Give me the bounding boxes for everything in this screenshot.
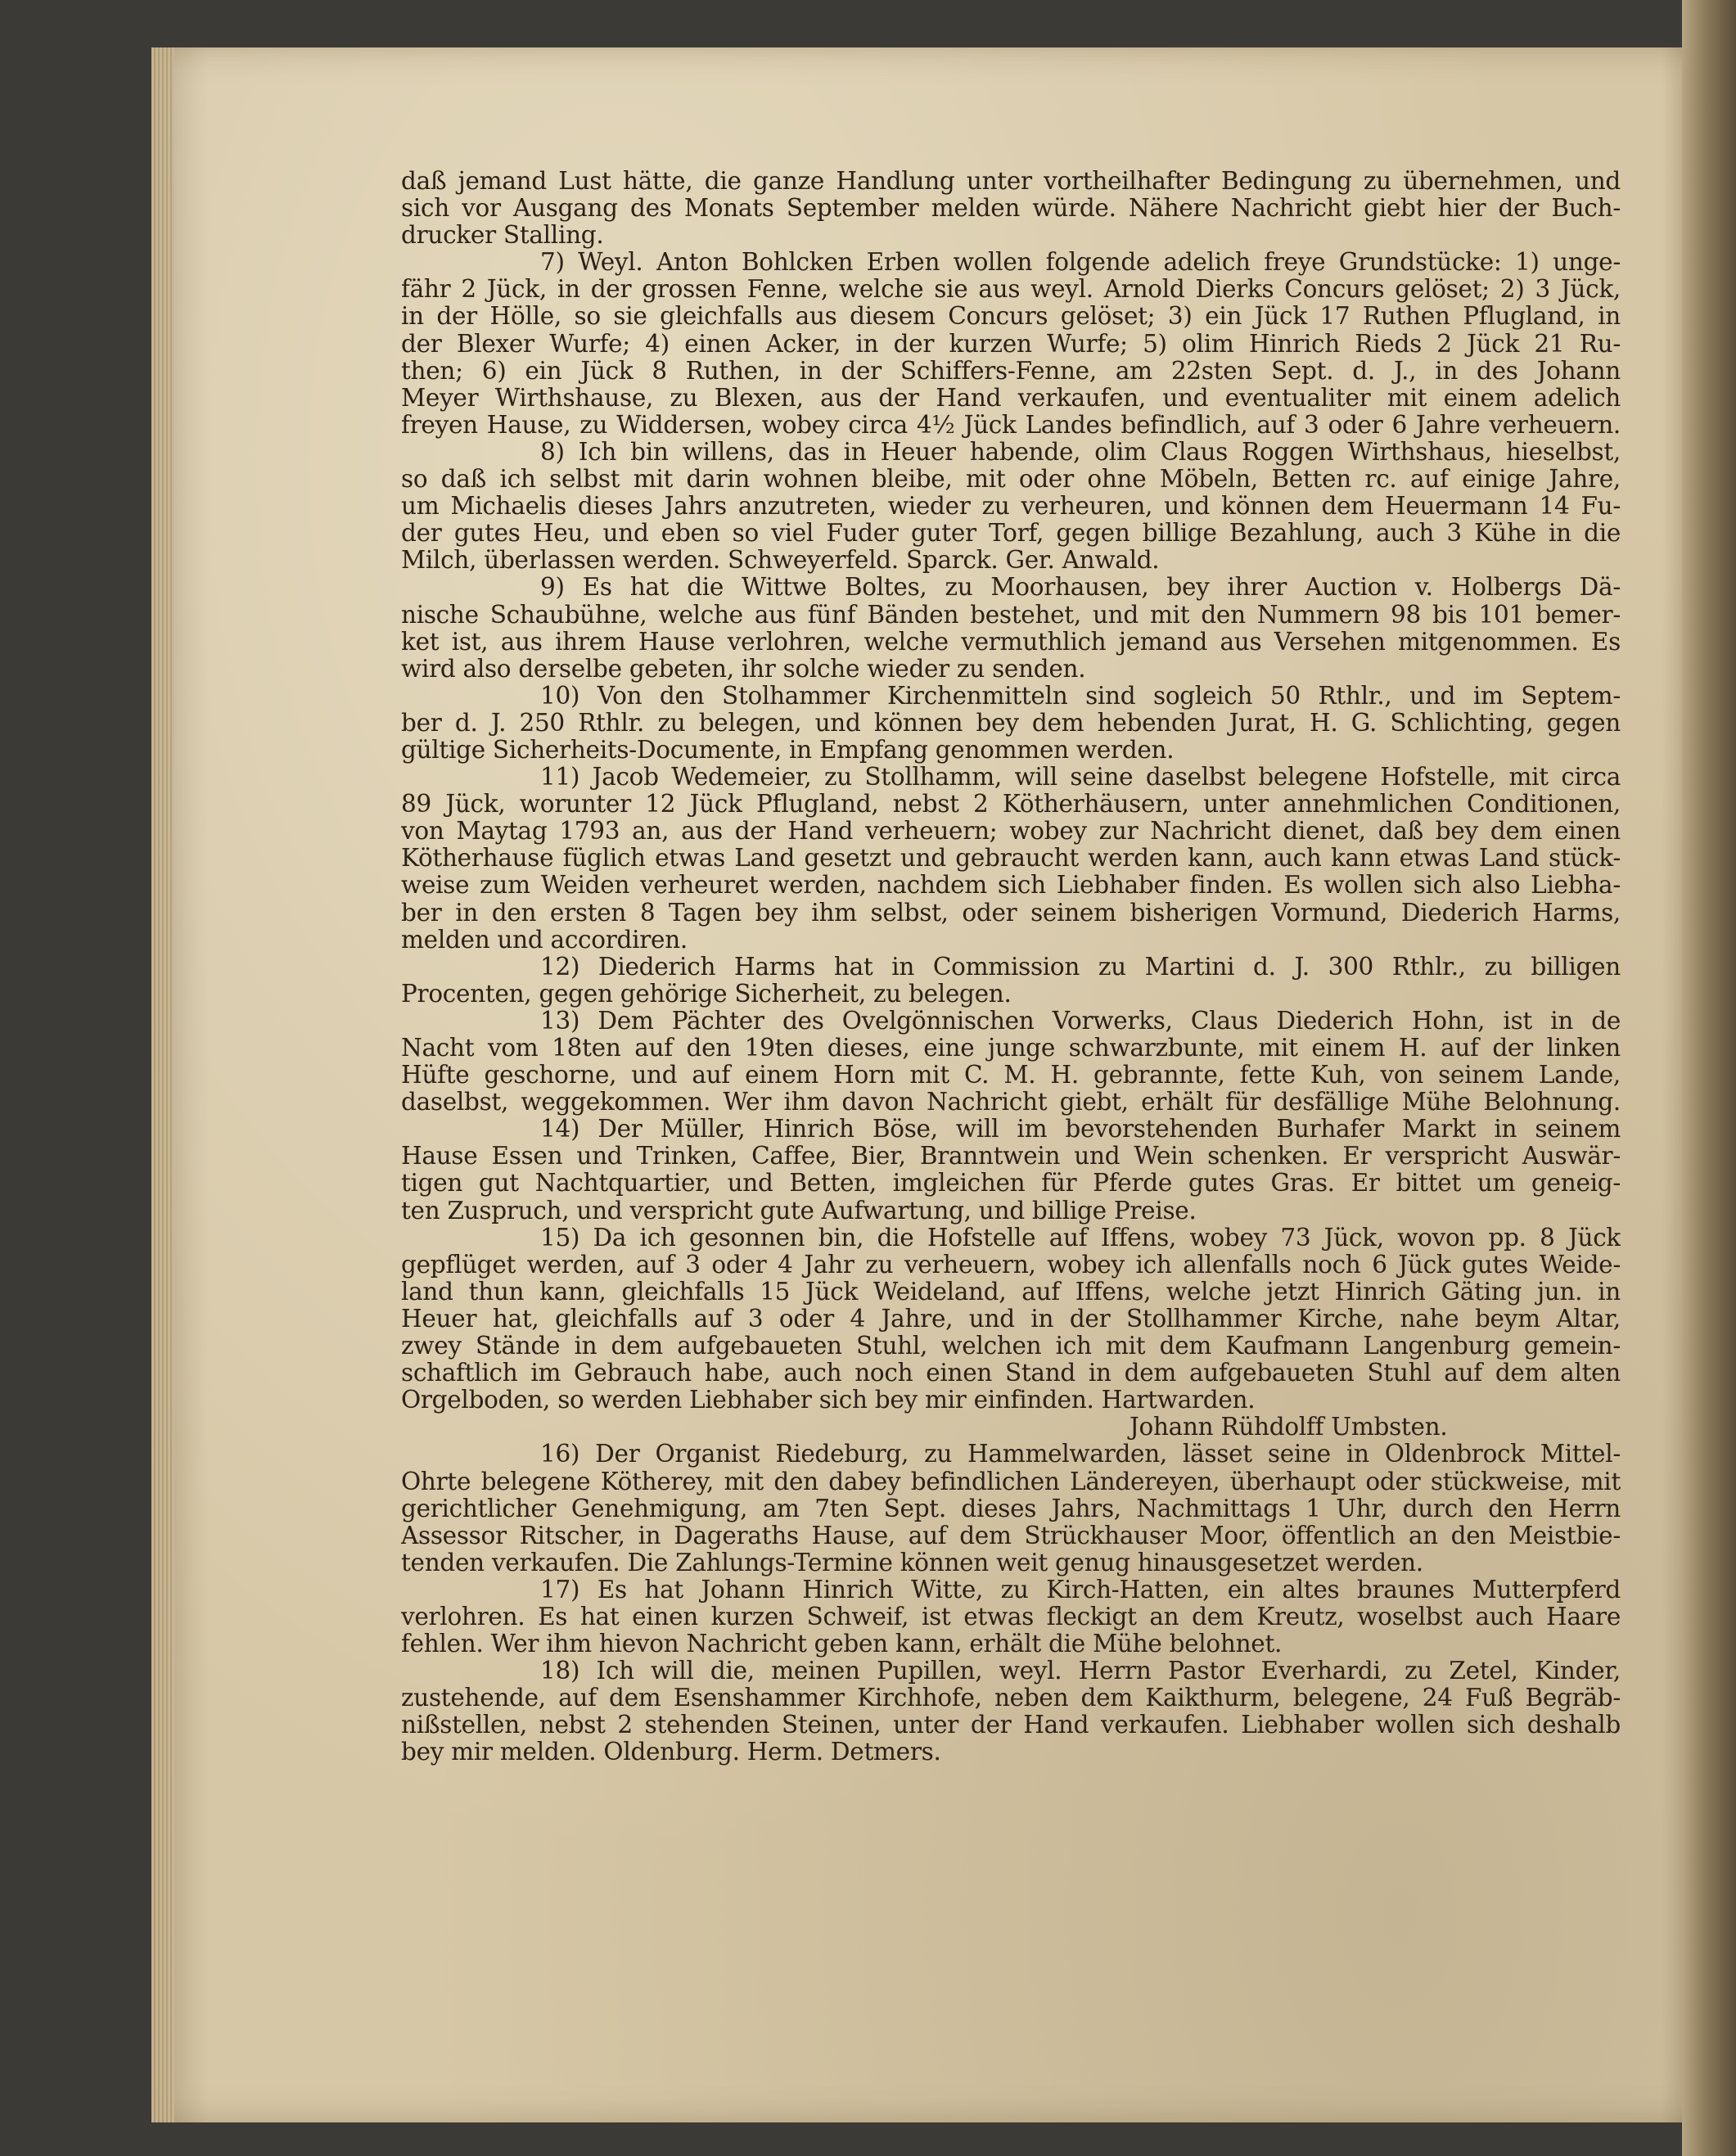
text-line: Procenten, gegen gehörige Sicherheit, zu belegen. (401, 980, 1012, 1008)
text-line: daselbst, weggekommen. Wer ihm davon Nachricht giebt, erhält für desfällige Mühe Belohnung. (401, 1089, 1621, 1116)
text-line: tigen gut Nachtquartier, und Betten, imgleichen für Pferde gutes Gras. Er bittet um geneig- (401, 1170, 1621, 1198)
page-stack-edge (151, 47, 174, 2122)
text-line: weise zum Weiden verheuret werden, nachdem sich Liebhaber finden. Es wollen sich also Liebha- (401, 872, 1621, 900)
text-line: Nacht vom 18ten auf den 19ten dieses, eine junge schwarzbunte, mit einem H. auf der linken (401, 1035, 1621, 1062)
text-line: Heuer hat, gleichfalls auf 3 oder 4 Jahre, und in der Stollhammer Kirche, nahe beym Altar, (401, 1305, 1621, 1333)
text-line: freyen Hause, zu Widdersen, wobey circa 4½ Jück Landes befindlich, auf 3 oder 6 Jahre verheuern. (401, 411, 1621, 439)
announcement-text (401, 168, 1621, 1813)
text-line: tenden verkaufen. Die Zahlungs-Termine können weit genug hinausgesetzet werden. (401, 1549, 1423, 1576)
text-line: um Michaelis dieses Jahrs anzutreten, wieder zu verheuren, und können dem Heuermann 14 Fu- (401, 493, 1621, 521)
text-line: Hüfte geschorne, und auf einem Horn mit C. M. H. gebrannte, fette Kuh, von seinem Lande, (401, 1062, 1621, 1089)
text-line: 89 Jück, worunter 12 Jück Pflugland, nebst 2 Kötherhäusern, unter annehmlichen Conditionen, (401, 791, 1621, 819)
text-line: gepflüget werden, auf 3 oder 4 Jahr zu verheuern, wobey ich allenfalls noch 6 Jück gutes Weide- (401, 1251, 1621, 1279)
text-line: 14) Der Müller, Hinrich Böse, will im bevorstehenden Burhafer Markt in seinem (540, 1116, 1621, 1143)
text-line: bey mir melden. Oldenburg. Herm. Detmers. (401, 1739, 941, 1766)
text-line: 18) Ich will die, meinen Pupillen, weyl. Herrn Pastor Everhardi, zu Zetel, Kinder, (540, 1658, 1621, 1685)
text-line: 9) Es hat die Wittwe Boltes, zu Moorhausen, bey ihrer Auction v. Holbergs Dä- (540, 574, 1621, 602)
text-line: 15) Da ich gesonnen bin, die Hofstelle auf Iffens, wobey 73 Jück, wovon pp. 8 Jück (540, 1224, 1621, 1252)
text-line: 11) Jacob Wedemeier, zu Stollhamm, will seine daselbst belegene Hofstelle, mit circa (540, 764, 1621, 792)
text-line: nißstellen, nebst 2 stehenden Steinen, unter der Hand verkaufen. Liebhaber wollen sich deshalb (401, 1712, 1621, 1739)
text-line: melden und accordiren. (401, 926, 688, 954)
text-line: 10) Von den Stolhammer Kirchenmitteln sind sogleich 50 Rthlr., und im Septem- (540, 682, 1621, 710)
text-line: so daß ich selbst mit darin wohnen bleibe, mit oder ohne Möbeln, Betten rc. auf einige Jahre, (401, 466, 1621, 494)
text-line: zustehende, auf dem Esenshammer Kirchhofe, neben dem Kaikthurm, belegene, 24 Fuß Begräb- (401, 1685, 1621, 1712)
text-line: daß jemand Lust hätte, die ganze Handlung unter vortheilhafter Bedingung zu übernehmen, und (401, 168, 1621, 195)
text-line: Kötherhause füglich etwas Land gesetzt und gebraucht werden kann, auch kann etwas Land stück- (401, 845, 1621, 873)
text-line: 12) Diederich Harms hat in Commission zu Martini d. J. 300 Rthlr., zu billigen (540, 953, 1621, 981)
text-line: ket ist, aus ihrem Hause verlohren, welche vermuthlich jemand aus Versehen mitgenommen. Es (401, 628, 1621, 656)
text-line: 16) Der Organist Riedeburg, zu Hammelwarden, lässet seine in Oldenbrock Mittel- (540, 1441, 1621, 1468)
text-line: Hause Essen und Trinken, Caffee, Bier, Branntwein und Wein schenken. Er verspricht Auswär- (401, 1143, 1621, 1170)
signature-line: Johann Rühdolff Umbsten. (1130, 1414, 1448, 1441)
text-line: 13) Dem Pächter des Ovelgönnischen Vorwerks, Claus Diederich Hohn, ist in de (540, 1007, 1621, 1035)
text-line: Assessor Ritscher, in Dageraths Hause, auf dem Strückhauser Moor, öffentlich an den Meistbie- (401, 1522, 1621, 1549)
text-line: nische Schaubühne, welche aus fünf Bänden bestehet, und mit den Nummern 98 bis 101 bemer- (401, 601, 1621, 629)
text-line: ber in den ersten 8 Tagen bey ihm selbst, oder seinem bisherigen Vormund, Diederich Harms, (401, 899, 1621, 927)
text-line: Orgelboden, so werden Liebhaber sich bey mir einfinden. Hartwarden. (401, 1387, 1256, 1414)
text-line: 8) Ich bin willens, das in Heuer habende, olim Claus Roggen Wirthshaus, hieselbst, (540, 438, 1621, 466)
text-line: land thun kann, gleichfalls 15 Jück Weideland, auf Iffens, welche jetzt Hinrich Gäting jun. in (401, 1278, 1621, 1306)
text-line: gerichtlicher Genehmigung, am 7ten Sept. dieses Jahrs, Nachmittags 1 Uhr, durch den Herrn (401, 1495, 1621, 1522)
text-line: drucker Stalling. (401, 222, 604, 250)
text-line: gültige Sicherheits-Documente, in Empfang genommen werden. (401, 736, 1175, 764)
text-line: verlohren. Es hat einen kurzen Schweif, ist etwas fleckigt an dem Kreutz, woselbst auch Haare (401, 1603, 1621, 1631)
text-line: fähr 2 Jück, in der grossen Fenne, welche sie aus weyl. Arnold Dierks Concurs gelöset; 2) 3 Jück, (401, 276, 1621, 304)
text-line: der Blexer Wurfe; 4) einen Acker, in der kurzen Wurfe; 5) olim Hinrich Rieds 2 Jück 21 Ru- (401, 330, 1621, 358)
text-line: der gutes Heu, und eben so viel Fuder guter Torf, gegen billige Bezahlung, auch 3 Kühe in die (401, 520, 1621, 548)
text-line: wird also derselbe gebeten, ihr solche wieder zu senden. (401, 655, 1086, 683)
text-line: fehlen. Wer ihm hievon Nachricht geben kann, erhält die Mühe belohnet. (401, 1631, 1283, 1658)
text-line: Ohrte belegene Kötherey, mit den dabey befindlichen Ländereyen, überhaupt oder stückweise, mit (401, 1468, 1621, 1495)
text-line: in der Hölle, so sie gleichfalls aus diesem Concurs gelöset; 3) ein Jück 17 Ruthen Pflugland, in (401, 303, 1621, 331)
text-line: 17) Es hat Johann Hinrich Witte, zu Kirch-Hatten, ein altes braunes Mutterpferd (540, 1576, 1621, 1603)
text-line: zwey Stände in dem aufgebaueten Stuhl, welchen ich mit dem Kaufmann Langenburg gemein- (401, 1333, 1621, 1360)
text-line: sich vor Ausgang des Monats September melden würde. Nähere Nachricht giebt hier der Buch- (401, 195, 1621, 223)
book-binding (1682, 0, 1736, 2156)
text-line: ber d. J. 250 Rthlr. zu belegen, und können bey dem hebenden Jurat, H. G. Schlichting, gegen (401, 709, 1621, 737)
text-line: schaftlich im Gebrauch habe, auch noch einen Stand in dem aufgebaueten Stuhl auf dem alten (401, 1360, 1621, 1387)
text-line: 7) Weyl. Anton Bohlcken Erben wollen folgende adelich freye Grundstücke: 1) unge- (540, 249, 1621, 277)
text-line: Meyer Wirthshause, zu Blexen, aus der Hand verkaufen, und eventualiter mit einem adelich (401, 384, 1621, 412)
text-line: von Maytag 1793 an, aus der Hand verheuern; wobey zur Nachricht dienet, daß bey dem einen (401, 818, 1621, 846)
text-line: then; 6) ein Jück 8 Ruthen, in der Schiffers-Fenne, am 22sten Sept. d. J., in des Johann (401, 357, 1621, 385)
text-line: ten Zuspruch, und verspricht gute Aufwartung, und billige Preise. (401, 1197, 1197, 1225)
text-line: Milch, überlassen werden. Schweyerfeld. Sparck. Ger. Anwald. (401, 547, 1160, 575)
